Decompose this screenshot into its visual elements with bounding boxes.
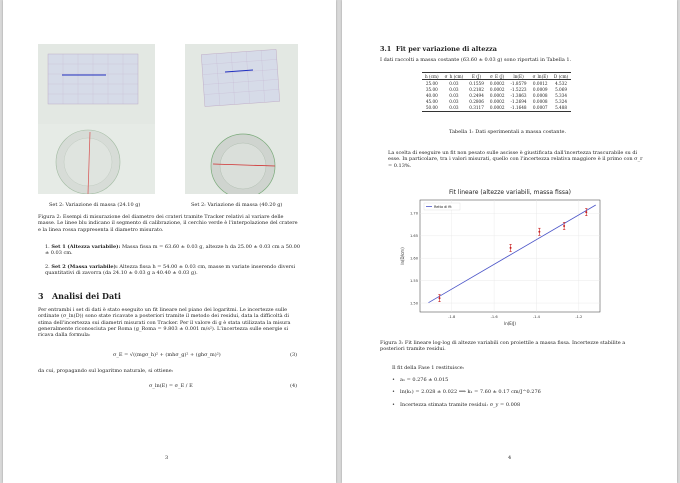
y-tick-label: 1.50 bbox=[409, 301, 418, 306]
y-tick-label: 1.65 bbox=[409, 234, 418, 239]
fit-line bbox=[428, 205, 595, 303]
table-cell: 35.00 bbox=[425, 86, 438, 92]
x-tick-label: -1.2 bbox=[575, 315, 583, 319]
y-axis-label: ln(D/cm) bbox=[400, 247, 405, 265]
table-cell: 5.069 bbox=[555, 86, 568, 92]
table-cell: 0.03 bbox=[442, 104, 467, 111]
x-tick-label: -1.8 bbox=[448, 315, 456, 319]
page-3 bbox=[3, 0, 336, 483]
fit-results-list bbox=[392, 377, 642, 414]
fit-justification-paragraph: La scelta di eseguire un fit non pesato sulle ascisse è giustificata dall'incertezza trascurabile su di esse. In particolare, tra i valori misurati, quello con l'incertezza relativa maggiore è il primo con σ_r = 0.13%. bbox=[388, 150, 643, 169]
legend-label: Retta di fit bbox=[434, 204, 452, 209]
section-number: 3 bbox=[38, 291, 44, 301]
subsection-heading bbox=[380, 45, 497, 53]
table-row bbox=[422, 80, 571, 87]
table-cell: 4.532 bbox=[555, 80, 568, 86]
table-cell: 5.324 bbox=[555, 98, 568, 104]
table-cell: 0.03 bbox=[449, 98, 459, 104]
page-number: 4 bbox=[508, 455, 512, 461]
table-cell: 0.0002 bbox=[489, 98, 505, 104]
table-cell: 0.0009 bbox=[532, 86, 548, 92]
fit-results-intro: Il fit della Fase 1 restituisce: bbox=[392, 365, 465, 371]
subsection-number: 3.1 bbox=[380, 45, 392, 53]
chart-title: Fit lineare (altezze variabili, massa fissa) bbox=[448, 189, 572, 196]
data-table bbox=[422, 72, 571, 112]
list-title: Set 2 (Massa variabile): bbox=[51, 264, 118, 270]
equation-4: σ_ln(E) = σ_E / E bbox=[149, 383, 193, 389]
y-tick-label: 1.60 bbox=[409, 256, 418, 261]
table-cell: 0.0002 bbox=[489, 86, 505, 92]
table-intro: I dati raccolti a massa costante (63.60 ± 0.03 g) sono riportati in Tabella 1. bbox=[380, 57, 572, 63]
page-4 bbox=[342, 0, 677, 483]
table-header-row bbox=[422, 73, 571, 80]
y-tick-label: 1.70 bbox=[409, 211, 418, 216]
result-item: • a₁ = 0.276 ± 0.015 bbox=[392, 377, 642, 383]
data-point bbox=[585, 211, 587, 213]
table-cell: 5.334 bbox=[555, 92, 568, 98]
paragraph-2: da cui, propagando sul logaritmo naturale, si ottiene: bbox=[38, 368, 174, 374]
data-table-wrap bbox=[422, 72, 571, 112]
table-cell: -1.5223 bbox=[510, 86, 527, 92]
data-point bbox=[538, 231, 540, 233]
set-list-item-2 bbox=[45, 264, 301, 277]
figure-3-caption: Figura 3: Fit lineare log-log di altezze variabili con proiettile a massa fissa. Incertezze stabilite a posteriori tramite residui. bbox=[380, 340, 626, 353]
table-cell: 0.0008 bbox=[532, 98, 548, 104]
set-list-item-1 bbox=[45, 244, 301, 257]
table-body bbox=[422, 80, 571, 111]
subcaption-a: Set 2: Variazione di massa (24.10 g) bbox=[49, 202, 141, 208]
table-cell: 45.00 bbox=[425, 98, 438, 104]
crater-photo-b-drawing bbox=[185, 44, 298, 194]
crater-photo-a-drawing bbox=[38, 44, 155, 194]
table-header-cell: h (cm) bbox=[422, 73, 442, 80]
figure-2-caption: Figura 2: Esempi di misurazione del diametro dei crateri tramite Tracker relativi al variare delle masse. Le linee blu indicano il segmento di calibrazione, il cerchio verde è l'interpolazione del cratere e la linea rossa rappresenta il diametro misurato. bbox=[38, 214, 298, 233]
list-title: Set 1 (Altezza variabile): bbox=[51, 244, 121, 250]
data-point bbox=[439, 297, 441, 299]
table-cell: 0.2182 bbox=[469, 86, 484, 92]
crater-photo-a bbox=[38, 44, 155, 194]
list-number: 1. bbox=[45, 244, 50, 250]
table-cell: 50.00 bbox=[422, 104, 442, 111]
table-cell: -1.1648 bbox=[508, 104, 530, 111]
table-cell: 0.3117 bbox=[466, 104, 487, 111]
table-cell: -1.8579 bbox=[510, 80, 527, 86]
table-cell: 0.03 bbox=[449, 86, 459, 92]
table-header-cell: ln(E) bbox=[508, 73, 530, 80]
table-cell: -1.3863 bbox=[510, 92, 527, 98]
plot-frame bbox=[420, 200, 600, 312]
subsection-title: Fit per variazione di altezza bbox=[395, 45, 497, 53]
table-header-cell: σ_ln(E) bbox=[530, 73, 551, 80]
table-cell: 0.2806 bbox=[469, 98, 484, 104]
crater-photo-b bbox=[185, 44, 298, 194]
table-cell: 0.03 bbox=[449, 92, 459, 98]
table-header-cell: σ_h (cm) bbox=[442, 73, 467, 80]
table-header-cell: σ_E (J) bbox=[487, 73, 508, 80]
equation-3: σ_E = √((mgσ_h)² + (mhσ_g)² + (ghσ_m)²) bbox=[113, 352, 221, 358]
equation-3-number: (3) bbox=[290, 352, 298, 358]
table-cell: 25.00 bbox=[425, 80, 438, 86]
result-item: • Incertezza stimata tramite residui: σ_y = 0.008 bbox=[392, 402, 642, 408]
table-cell: 5.488 bbox=[551, 104, 571, 111]
x-tick-label: -1.6 bbox=[490, 315, 498, 319]
equation-4-number: (4) bbox=[290, 383, 298, 389]
data-point bbox=[563, 225, 565, 227]
page-number: 3 bbox=[165, 455, 169, 461]
table-cell: 0.0002 bbox=[487, 104, 508, 111]
table-cell: 40.00 bbox=[425, 92, 438, 98]
table-caption: Tabella 1: Dati sperimentali a massa costante. bbox=[449, 129, 567, 135]
table-cell: 0.0008 bbox=[532, 92, 548, 98]
table-header-cell: D (cm) bbox=[551, 73, 571, 80]
section-heading bbox=[38, 291, 121, 301]
list-number: 2. bbox=[45, 264, 50, 270]
table-row bbox=[422, 104, 571, 111]
x-axis-label: ln(E/J) bbox=[504, 321, 516, 326]
table-cell: 0.03 bbox=[449, 80, 459, 86]
table-cell: 0.1559 bbox=[469, 80, 484, 86]
table-header-cell: E (J) bbox=[466, 73, 487, 80]
list-text: Altezza fissa h = 54.00 ± 0.03 cm, masse m variate inserendo diversi quantitativi di zavorra (da 24.10 ± 0.03 g a 40.40 ± 0.03 g). bbox=[45, 264, 296, 277]
table-cell: 0.0012 bbox=[532, 80, 548, 86]
y-tick-label: 1.55 bbox=[409, 278, 418, 283]
data-point bbox=[510, 247, 512, 249]
analysis-paragraph: Per entrambi i set di dati è stato eseguito un fit lineare nel piano dei logaritmi. Le incertezze sulle ordinate (σ_ln(D)) sono state ricavate a posteriori tramite il metodo dei residui, data la difficoltà di stima dell'incertezza sui diametri misurati con Tracker. Per il valore di g è stata utilizzata la misura generalmente riconosciuta per Roma (g_Roma = 9.803 ± 0.001 m/s²). L'incertezza sulle energie si ricava dalla formula: bbox=[38, 307, 291, 339]
table-cell: 0.2494 bbox=[469, 92, 484, 98]
table-cell: 0.0002 bbox=[489, 80, 505, 86]
table-cell: 0.0007 bbox=[530, 104, 551, 111]
table-cell: -1.2694 bbox=[510, 98, 527, 104]
table-cell: 0.0002 bbox=[489, 92, 505, 98]
list-text: Massa fissa m = 63.60 ± 0.03 g, altezze h da 25.00 ± 0.03 cm a 50.00 ± 0.03 cm. bbox=[45, 244, 301, 257]
result-item: • ln(k₁) = 2.028 ± 0.022 ⟹ k₁ = 7.60 ± 0.17 cm/J^0.276 bbox=[392, 389, 642, 395]
x-tick-label: -1.4 bbox=[532, 315, 540, 319]
section-title: Analisi dei Dati bbox=[51, 291, 121, 301]
subcaption-b: Set 2: Variazione di massa (40.20 g) bbox=[191, 202, 283, 208]
fit-chart bbox=[394, 186, 614, 334]
